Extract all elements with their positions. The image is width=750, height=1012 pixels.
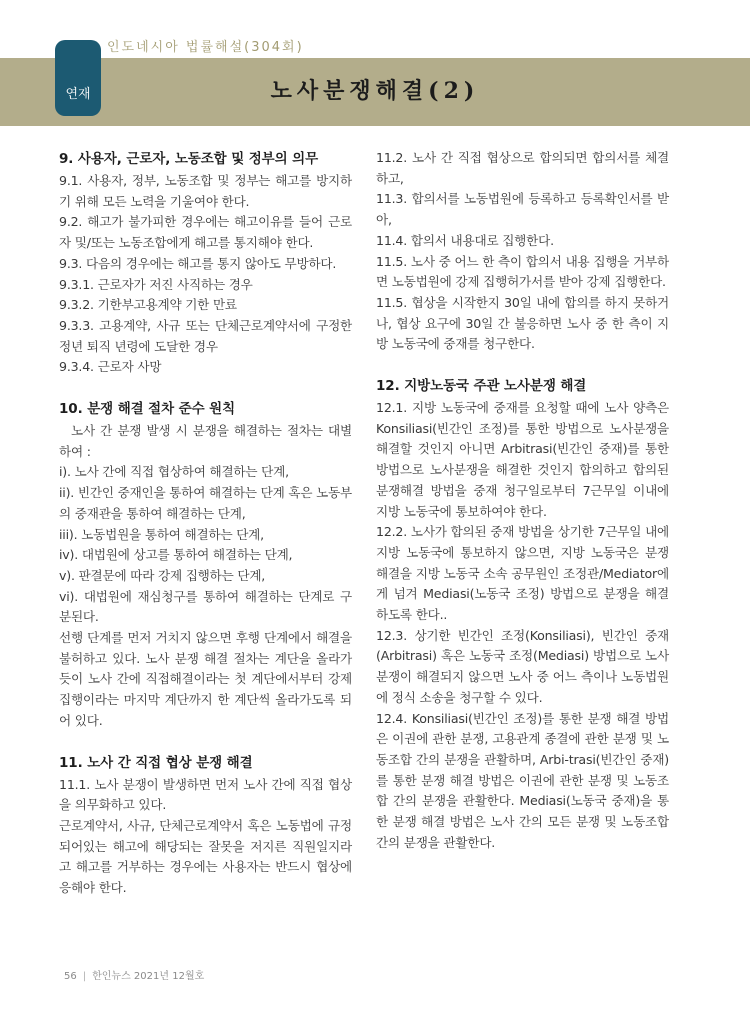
paragraph: 선행 단계를 먼저 거치지 않으면 후행 단계에서 해결을 불허하고 있다. 노사 분쟁 해결 절차는 계단을 올라가듯이 노사 간에 직접해결이라는 첫 계단에서부터 강제집행이라는 마지막 계단까지 한 계단씩 올라가도록 되어 있다. xyxy=(59,630,352,728)
paragraph: 9.2. 해고가 불가피한 경우에는 해고이유를 들어 근로자 및/또는 노동조합에게 해고를 통지해야 한다. xyxy=(59,214,352,251)
paragraph: ii). 빈간인 중재인을 통하여 해결하는 단계 혹은 노동부의 중재관을 통하여 해결하는 단계, xyxy=(59,485,353,521)
series-label: 인도네시아 법률해설(304회) xyxy=(107,40,304,55)
section-heading: 11. 노사 간 직접 협상 분쟁 해결 xyxy=(59,754,253,771)
paragraph: 9.1. 사용자, 정부, 노동조합 및 정부는 해고를 방지하기 위해 모든 노력을 기울여야 한다. xyxy=(59,173,352,209)
section-11-continued xyxy=(376,148,669,355)
paragraph: 11.2. 노사 간 직접 협상으로 합의되면 합의서를 체결하고, xyxy=(376,150,669,186)
left-column xyxy=(59,148,352,899)
spacer xyxy=(59,378,352,398)
paragraph: 9.3.3. 고용계약, 사규 또는 단체근로계약서에 구정한 정년 퇴직 년령에 도달한 경우 xyxy=(59,317,352,354)
paragraph: 9.3.4. 근로자 사망 xyxy=(59,359,162,375)
paragraph: 12.4. Konsiliasi(빈간인 조정)를 통한 분쟁 해결 방법은 이권에 관한 분쟁, 고용관계 종결에 관한 분쟁 및 노동조합 간의 분쟁을 관활하며, Arbi-trasi(빈간인 중재)를 통한 분쟁 해결 방법은 이권에 관한 분쟁 및 노동조합 간의 분쟁을 관활한다. Mediasi(노동국 중재)을 통한 분쟁 해결 방법은 노사 간의 모든 분쟁 및 노동조합 간의 분쟁을 관활한다. xyxy=(376,710,669,850)
section-11 xyxy=(59,752,352,899)
spacer xyxy=(376,355,669,375)
spacer xyxy=(59,732,352,752)
paragraph: 11.4. 합의서 내용대로 집행한다. xyxy=(376,232,554,248)
article-title: 노사분쟁해결(2) xyxy=(270,78,480,104)
footer-divider: | xyxy=(82,971,87,982)
paragraph: 9.3.2. 기한부고용계약 기한 만료 xyxy=(59,297,237,313)
paragraph: iv). 대법원에 상고를 통하여 해결하는 단계, xyxy=(59,547,293,563)
paragraph: 11.1. 노사 분쟁이 발생하면 먼저 노사 간에 직접 협상을 의무화하고 있다. xyxy=(59,776,352,813)
publication-name: 한인뉴스 2021년 12월호 xyxy=(92,971,205,982)
section-heading: 10. 분쟁 해결 절차 준수 원칙 xyxy=(59,401,236,418)
paragraph: 9.3.1. 근로자가 저진 사직하는 경우 xyxy=(59,276,253,292)
paragraph: 12.2. 노사가 합의된 중재 방법을 상기한 7근무일 내에 지방 노동국에 통보하지 않으면, 지방 노동국은 분쟁 해결을 지방 노동국 소속 공무원인 조정관/Mediator에게 넘겨 Mediasi(노동국 조정) 방법으로 분쟁을 해결하도록 한다.. xyxy=(376,524,669,623)
section-10 xyxy=(59,398,352,732)
paragraph: 11.5. 노사 중 어느 한 측이 합의서 내용 집행을 거부하면 노동법원에 강제 집행허가서를 받아 강제 집행한다. xyxy=(376,253,669,290)
paragraph: iii). 노동법원을 통하여 해결하는 단계, xyxy=(59,526,264,542)
page-number: 56 xyxy=(64,971,77,982)
section-12 xyxy=(376,375,669,853)
paragraph: v). 판결문에 따라 강제 집행하는 단계, xyxy=(59,567,266,583)
series-tag-label: 연재 xyxy=(65,87,91,102)
paragraph: 9.3. 다음의 경우에는 해고를 통지 않아도 무방하다. xyxy=(59,255,337,271)
paragraph: 11.5. 협상을 시작한지 30일 내에 합의를 하지 못하거나, 협상 요구에 30일 간 불응하면 노사 중 한 측이 지방 노동국에 중재를 청구한다. xyxy=(376,294,669,352)
paragraph: vi). 대법원에 재심청구를 통하여 해결하는 단계로 구분된다. xyxy=(59,588,352,625)
paragraph: 12.1. 지방 노동국에 중재를 요청할 때에 노사 양측은 Konsiliasi(빈간인 조정)를 통한 방법으로 노사분쟁을 해결할 것인지 아니면 Arbitrasi(빈간인 중재)를 통한 방법으로 노사분쟁을 해결한 것인지 합의하고 합의된 분쟁해결 방법을 중재 청구일로부터 7근무일 이내에 지방 노동국에 통보하여야 한다. xyxy=(376,400,669,519)
paragraph: 근로계약서, 사규, 단체근로계약서 혹은 노동법에 규정되어있는 해고에 해당되는 잘못을 저지른 직원일지라고 해고를 거부하는 경우에는 사용자는 반드시 협상에 응해야 한다. xyxy=(59,817,352,896)
section-heading: 9. 사용자, 근로자, 노동조합 및 정부의 의무 xyxy=(59,151,319,167)
section-9 xyxy=(59,148,352,378)
paragraph: i). 노사 간에 직접 협상하여 해결하는 단계, xyxy=(59,464,289,480)
paragraph: 12.3. 상기한 빈간인 조정(Konsiliasi), 빈간인 중재(Arbitrasi) 혹은 노동국 조정(Mediasi) 방법으로 노사분쟁이 해결되지 않으면 노사 중 어느 측이나 노동법원에 정식 소송을 청구할 수 있다. xyxy=(376,627,669,705)
right-column xyxy=(376,148,669,854)
section-heading: 12. 지방노동국 주관 노사분쟁 해결 xyxy=(376,378,587,395)
paragraph: 11.3. 합의서를 노동법원에 등록하고 등록확인서를 받아, xyxy=(376,191,669,228)
page-footer xyxy=(64,967,204,982)
paragraph: 노사 간 분쟁 발생 시 분쟁을 해결하는 절차는 대별하여 : xyxy=(59,423,352,459)
